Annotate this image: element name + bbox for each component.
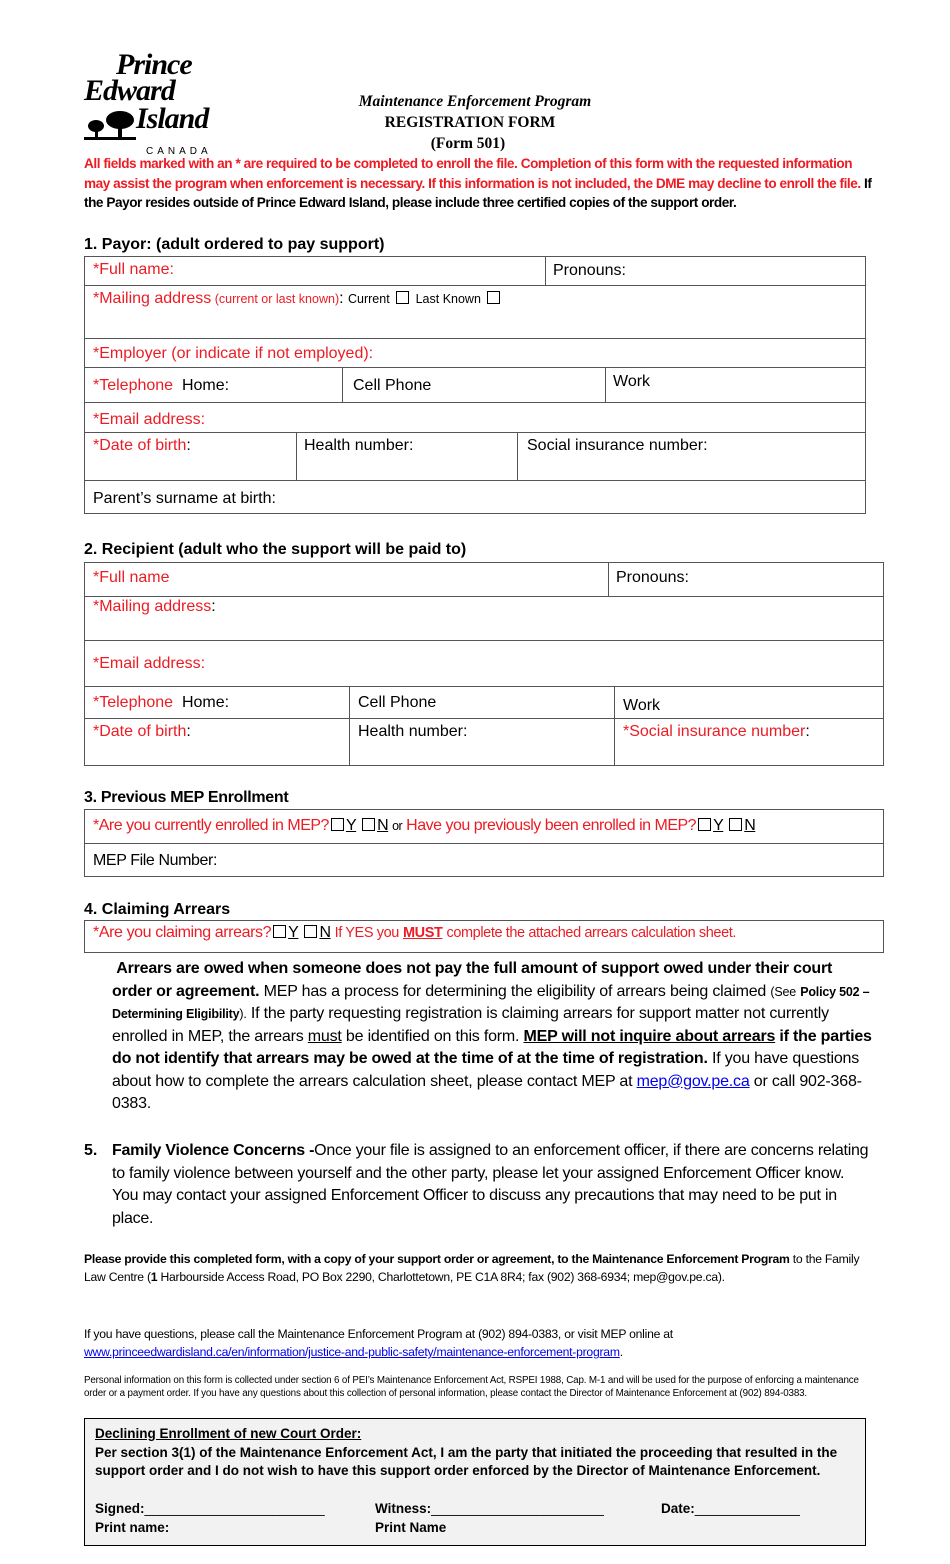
policy-see: (See bbox=[770, 984, 796, 999]
recipient-telephone-label: *Telephone bbox=[93, 694, 174, 711]
previously-enrolled-label: Have you previously been enrolled in MEP? bbox=[406, 817, 697, 834]
previously-enrolled-no-checkbox[interactable] bbox=[729, 818, 742, 831]
payor-work-phone-field[interactable]: Work bbox=[613, 373, 651, 390]
recipient-pronouns-field[interactable]: Pronouns: bbox=[616, 569, 689, 586]
policy-reference: Policy 502 – Determining Eligibility bbox=[112, 984, 870, 1021]
signed-line: ________________________ bbox=[144, 1501, 325, 1516]
signed-field[interactable] bbox=[95, 1501, 325, 1516]
current-address-checkbox[interactable] bbox=[396, 291, 409, 304]
recipient-home-phone-field[interactable] bbox=[93, 694, 229, 712]
payor-home-label: Home: bbox=[181, 377, 230, 394]
currently-enrolled-no-label: N bbox=[377, 817, 389, 834]
currently-enrolled-label: *Are you currently enrolled in MEP? bbox=[93, 817, 329, 834]
family-violence-section bbox=[112, 1140, 872, 1230]
payor-dob-field[interactable] bbox=[93, 437, 191, 455]
witness-label: Witness: bbox=[375, 1501, 432, 1516]
last-known-address-checkbox[interactable] bbox=[487, 291, 500, 304]
questions-text: If you have questions, please call the Maintenance Enforcement Program at (902) 894-0383, or visit MEP online at bbox=[84, 1327, 673, 1341]
recipient-sin-field[interactable] bbox=[623, 723, 810, 741]
recipient-sin-colon: : bbox=[805, 723, 810, 740]
recipient-dob-label: *Date of birth bbox=[93, 723, 187, 740]
payor-email-field[interactable]: *Email address: bbox=[93, 411, 206, 428]
payor-mailing-hint: (current or last known) bbox=[211, 292, 340, 306]
logo-line-1: Prince bbox=[116, 48, 192, 81]
declaration-title: Declining Enrollment of new Court Order: bbox=[95, 1426, 362, 1441]
current-label: Current bbox=[348, 292, 390, 306]
payor-health-number-field[interactable]: Health number: bbox=[304, 437, 414, 454]
intro-required-note: All fields marked with an * are required to be completed to enroll the file. Completion of this form with the requested information may assist the program when enforcement is necessary. If this information is not included, the DME may decline to enroll the file. bbox=[84, 156, 861, 191]
recipient-dob-colon: : bbox=[186, 723, 191, 740]
recipient-home-label: Home: bbox=[181, 694, 230, 711]
section-5-number: 5. bbox=[84, 1142, 98, 1159]
recipient-cell-phone-field[interactable]: Cell Phone bbox=[358, 694, 437, 711]
form-title: REGISTRATION FORM bbox=[384, 114, 556, 131]
previously-enrolled-yes-label: Y bbox=[713, 817, 724, 834]
arrears-sheet-text: complete the attached arrears calculation sheet. bbox=[446, 925, 736, 941]
recipient-health-number-field[interactable]: Health number: bbox=[358, 723, 468, 740]
arrears-identify-text: If the party requesting registration is claiming arrears for support matter not currently enrolled in MEP, the arrears bbox=[112, 1005, 829, 1045]
privacy-notice: Personal information on this form is collected under section 6 of PEI’s Maintenance Enforcement Act, RSPEI 1988, Cap. M-1 and will be used for the purpose of enforcing a maintenance order or a payment order. If you have any questions about this collection of personal information, please contact the Director of Maintenance Enforcement at (902) 894-0383. bbox=[84, 1375, 859, 1399]
date-line: ______________ bbox=[694, 1501, 800, 1516]
policy-close: ). bbox=[239, 1007, 247, 1021]
claiming-arrears-label: *Are you claiming arrears? bbox=[93, 924, 272, 941]
logo-line-4: CANADA bbox=[146, 146, 212, 157]
payor-cell-phone-field[interactable]: Cell Phone bbox=[353, 377, 432, 394]
arrears-warning: if the parties do not identify that arrears may be owed at the time of at the time of registration. bbox=[112, 1027, 872, 1067]
date-field[interactable] bbox=[661, 1501, 800, 1516]
recipient-full-name-field[interactable]: *Full name bbox=[93, 569, 170, 586]
date-label: Date: bbox=[661, 1501, 695, 1516]
section-1-heading: 1. Payor: (adult ordered to pay support) bbox=[84, 236, 385, 253]
currently-enrolled-yes-checkbox[interactable] bbox=[331, 818, 344, 831]
payor-parent-surname-field[interactable]: Parent’s surname at birth: bbox=[93, 490, 276, 507]
recipient-mailing-address-field[interactable] bbox=[93, 598, 216, 616]
last-known-label: Last Known bbox=[415, 292, 481, 306]
mep-email-link[interactable]: mep@gov.pe.ca bbox=[636, 1072, 750, 1090]
declaration-content bbox=[95, 1425, 855, 1481]
if-yes-text: If YES you bbox=[334, 925, 399, 941]
intro-text bbox=[84, 154, 874, 213]
payor-full-name-field[interactable]: *Full name: bbox=[93, 261, 174, 278]
arrears-contact-text: If you have questions about how to complete the arrears calculation sheet, please contact MEP at bbox=[112, 1050, 860, 1090]
payor-dob-label: *Date of birth bbox=[93, 437, 187, 454]
witness-line: _______________________ bbox=[431, 1501, 604, 1516]
recipient-mailing-colon: : bbox=[211, 598, 216, 615]
claiming-arrears-yes-label: Y bbox=[288, 924, 299, 941]
claiming-arrears-no-checkbox[interactable] bbox=[304, 925, 317, 938]
print-name-field[interactable]: Print name: bbox=[95, 1520, 170, 1535]
family-violence-text: Once your file is assigned to an enforcement officer, if there are concerns relating to family violence between yourself and the other party, please let your assigned Enforcement Officer know. You may contact your assigned Enforcement Officer to discuss any precautions that may need to be put in place. bbox=[112, 1142, 869, 1227]
submission-bold: Please provide this completed form, with a copy of your support order or agreement, to the Maintenance Enforcement Program bbox=[84, 1252, 790, 1266]
form-number: (Form 501) bbox=[430, 135, 506, 152]
recipient-sin-label: *Social insurance number bbox=[623, 723, 806, 740]
payor-dob-colon: : bbox=[186, 437, 191, 454]
arrears-explanation bbox=[112, 958, 872, 1116]
section-4-heading: 4. Claiming Arrears bbox=[84, 901, 231, 918]
mep-file-number-field[interactable]: MEP File Number: bbox=[93, 852, 218, 869]
payor-mailing-colon: : bbox=[339, 290, 348, 307]
arrears-must-text: must bbox=[307, 1027, 342, 1045]
logo-line-2: Edward bbox=[84, 74, 175, 107]
currently-enrolled-no-checkbox[interactable] bbox=[362, 818, 375, 831]
mep-enrollment-question bbox=[93, 817, 755, 835]
arrears-question bbox=[93, 924, 736, 942]
must-text: MUST bbox=[402, 925, 443, 941]
declaration-text: Per section 3(1) of the Maintenance Enforcement Act, I am the party that initiated the proceeding that resulted in the support order and I do not wish to have this support order enforced by the Director of Maintenance Enforcement. bbox=[95, 1444, 838, 1478]
payor-telephone-label: *Telephone bbox=[93, 377, 174, 394]
payor-employer-field[interactable]: *Employer (or indicate if not employed): bbox=[93, 345, 374, 362]
arrears-definition: Arrears are owed when someone does not pay the full amount of support owed under their court order or agreement. bbox=[112, 960, 833, 1000]
witness-print-name-field[interactable]: Print Name bbox=[375, 1520, 447, 1535]
submission-address: to the Family Law Centre ( bbox=[84, 1252, 860, 1284]
section-3-heading: 3. Previous MEP Enrollment bbox=[84, 789, 289, 806]
payor-home-phone-field[interactable] bbox=[93, 377, 229, 395]
or-label: or bbox=[392, 819, 403, 833]
claiming-arrears-no-label: N bbox=[319, 924, 331, 941]
submission-address-rest: Harbourside Access Road, PO Box 2290, Charlottetown, PE C1A 8R4; fax (902) 368-6934; mep@gov.pe.ca). bbox=[160, 1270, 725, 1284]
claiming-arrears-yes-checkbox[interactable] bbox=[273, 925, 286, 938]
submission-instructions bbox=[84, 1250, 874, 1286]
recipient-email-field[interactable]: *Email address: bbox=[93, 655, 206, 672]
recipient-mailing-label: *Mailing address bbox=[93, 598, 212, 615]
witness-field[interactable] bbox=[375, 1501, 604, 1516]
payor-sin-field[interactable]: Social insurance number: bbox=[527, 437, 708, 454]
tree-icon bbox=[84, 110, 136, 142]
mep-website-link[interactable]: www.princeedwardisland.ca/en/information/justice-and-public-safety/maintenance-enforcement-program bbox=[84, 1345, 620, 1359]
submission-address-number: 1 bbox=[150, 1270, 158, 1284]
section-5-heading: Family Violence Concerns - bbox=[112, 1142, 315, 1159]
arrears-process-text: MEP has a process for determining the eligibility of arrears being claimed bbox=[263, 982, 767, 1000]
section-2-heading: 2. Recipient (adult who the support will be paid to) bbox=[84, 541, 467, 558]
pei-logo bbox=[82, 48, 232, 160]
previously-enrolled-yes-checkbox[interactable] bbox=[698, 818, 711, 831]
payor-mailing-address-field[interactable] bbox=[93, 290, 502, 308]
payor-mailing-label: *Mailing address bbox=[93, 290, 212, 307]
mep-will-not-inquire: MEP will not inquire about arrears bbox=[523, 1027, 776, 1045]
payor-pronouns-field[interactable]: Pronouns: bbox=[553, 262, 626, 279]
arrears-form-text: be identified on this form. bbox=[345, 1027, 520, 1045]
arrears-phone-text: or call 902-368-0383. bbox=[112, 1072, 862, 1112]
questions-end: . bbox=[619, 1345, 623, 1359]
recipient-dob-field[interactable] bbox=[93, 723, 191, 741]
recipient-work-phone-field[interactable]: Work bbox=[623, 697, 661, 714]
previously-enrolled-no-label: N bbox=[744, 817, 756, 834]
questions-info bbox=[84, 1325, 874, 1361]
program-name: Maintenance Enforcement Program bbox=[358, 93, 592, 110]
intro-payor-note: If the Payor resides outside of Prince Edward Island, please include three certified copies of the support order. bbox=[84, 175, 872, 211]
signed-label: Signed: bbox=[95, 1501, 145, 1516]
currently-enrolled-yes-label: Y bbox=[345, 817, 357, 834]
logo-line-3: Island bbox=[136, 102, 209, 135]
